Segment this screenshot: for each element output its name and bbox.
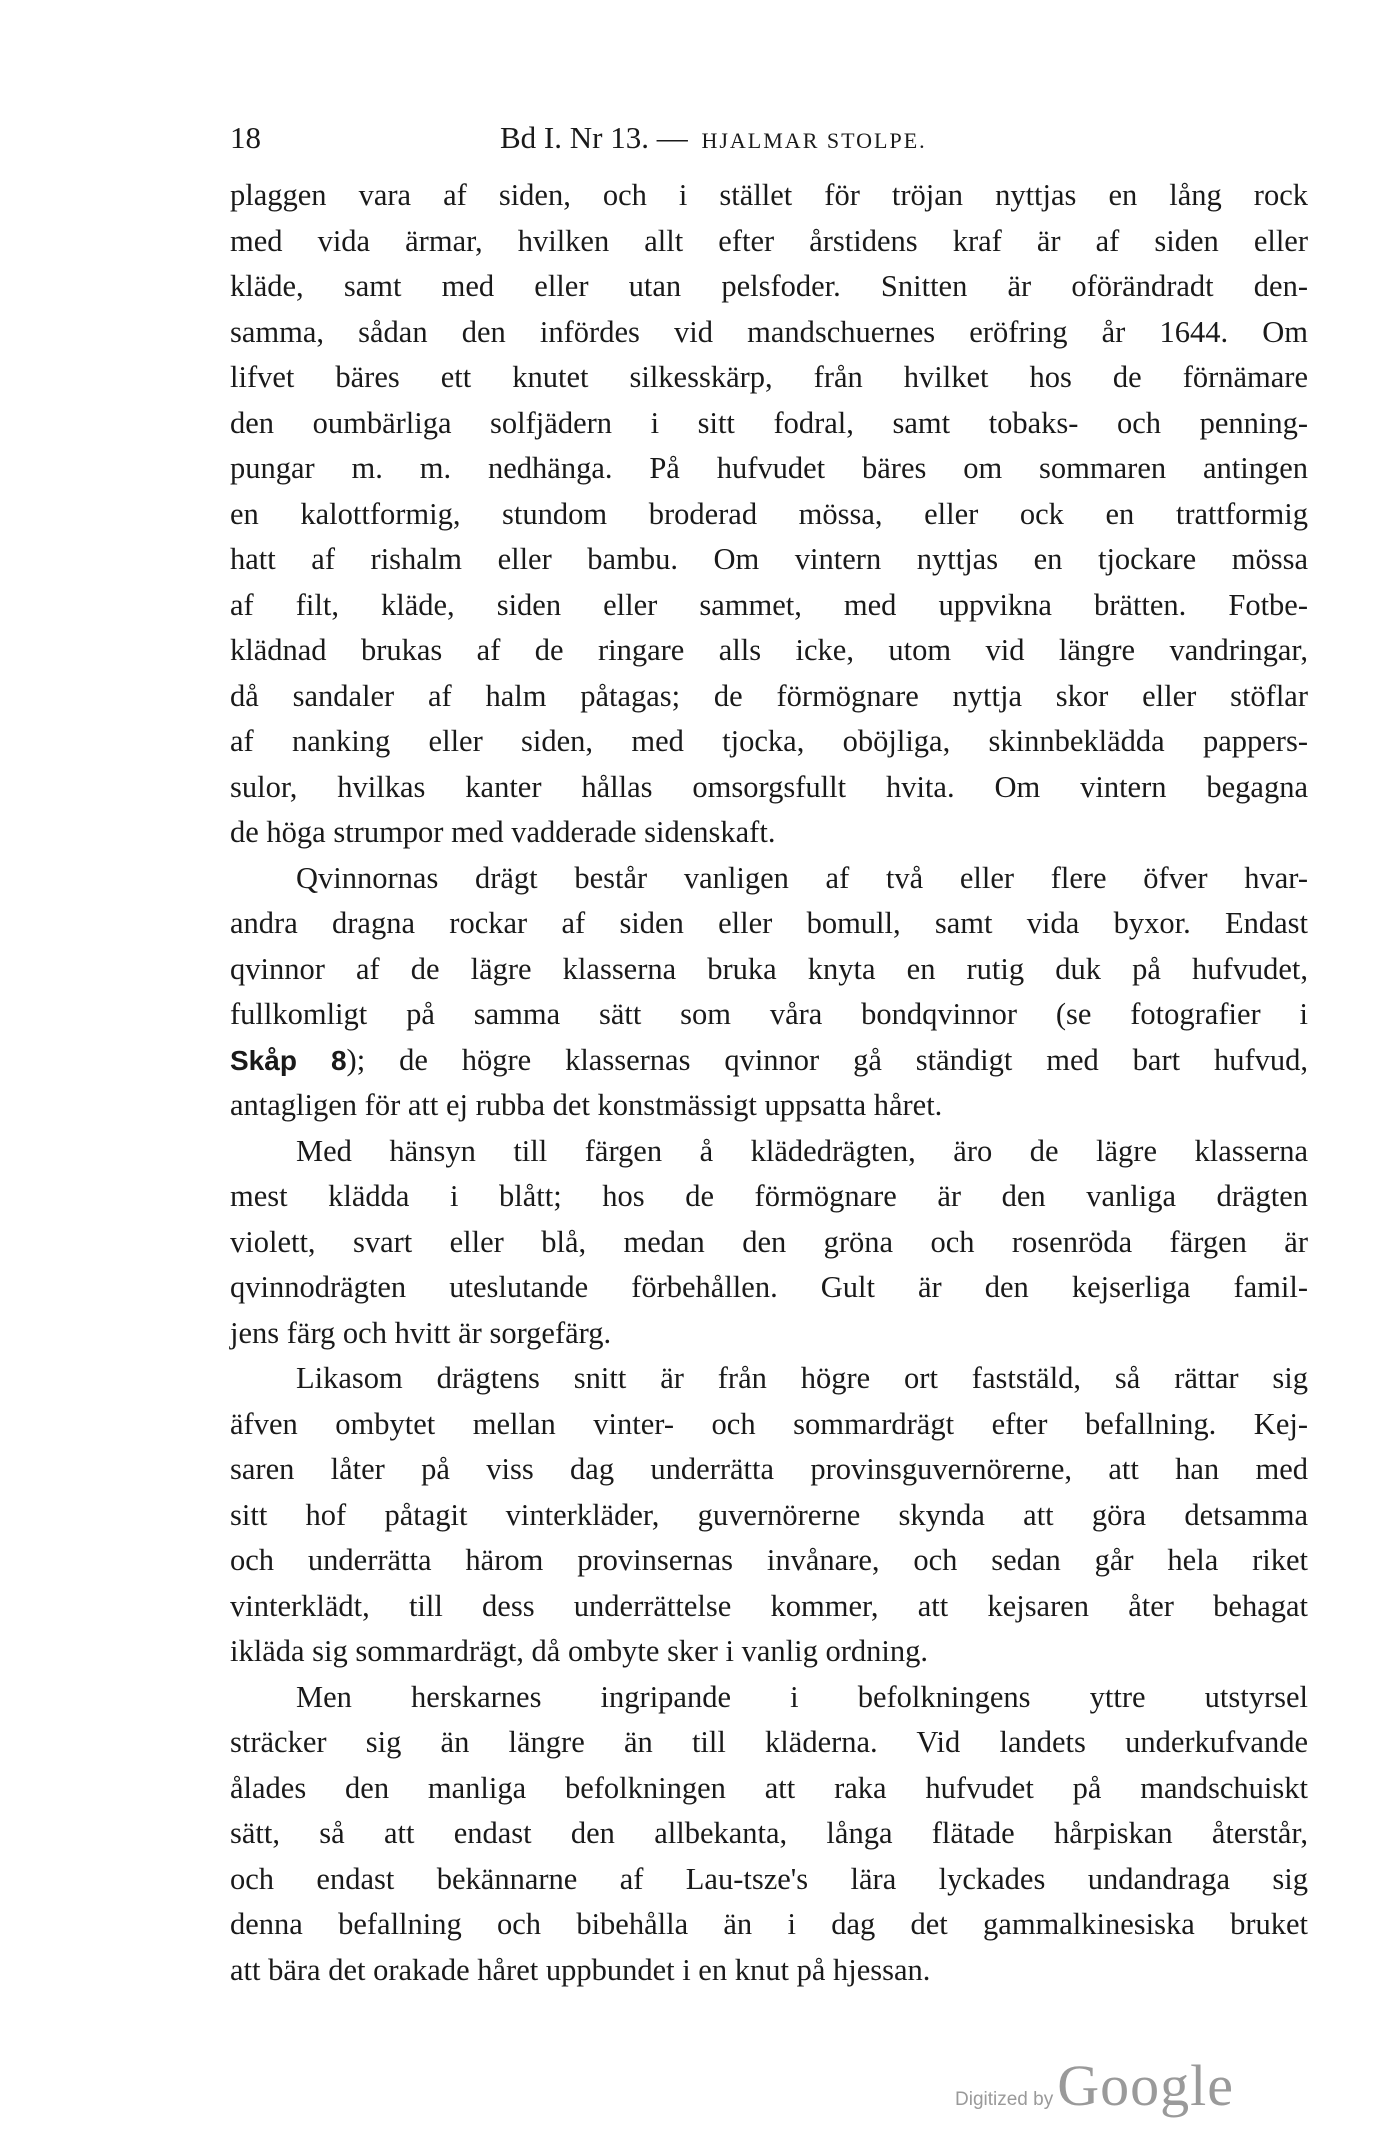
text-line: kläde, samt med eller utan pelsfoder. Snitten är oförändradt den- (230, 269, 1308, 303)
text-line: saren låter på viss dag underrätta provinsguvernörerne, att han med (230, 1452, 1308, 1486)
text-line: den oumbärliga solfjädern i sitt fodral, samt tobaks- och penning- (230, 405, 1308, 440)
text-line: denna befallning och bibehålla än i dag det gammalkinesiska bruket (230, 1907, 1308, 1941)
text-line: sätt, så att endast den allbekanta, långa flätade hårpiskan återstår, (230, 1816, 1308, 1850)
text-line: jens färg och hvitt är sorgefärg. (230, 1315, 612, 1350)
text-line: samma, sådan den infördes vid mandschuernes eröfring år 1644. Om (230, 314, 1308, 349)
text-line: sträcker sig än längre än till kläderna. Vid landets underkufvande (230, 1725, 1308, 1759)
text-run: ); de högre klassernas qvinnor gå ständigt med bart hufvud, (346, 1042, 1308, 1077)
google-logo: Google (1057, 2053, 1234, 2118)
text-line: äfven ombytet mellan vinter- och sommardrägt efter befallning. Kej- (230, 1406, 1308, 1441)
text-line: hatt af rishalm eller bambu. Om vintern nyttjas en tjockare mössa (230, 542, 1308, 576)
paragraph (230, 173, 1308, 856)
header-dash: — (656, 120, 688, 155)
text-line: klädnad brukas af de ringare alls icke, utom vid längre vandringar, (230, 633, 1308, 667)
text-line: antagligen för att ej rubba det konstmässigt uppsatta håret. (230, 1088, 943, 1122)
text-line: af nanking eller siden, med tjocka, oböjliga, skinnbeklädda pappers- (230, 724, 1308, 758)
text-line: de höga strumpor med vadderade sidenskaft. (230, 815, 776, 849)
text-line: då sandaler af halm påtagas; de förmögnare nyttja skor eller stöflar (230, 678, 1308, 713)
issue-label: Nr 13. (569, 120, 649, 155)
author-name: HJALMAR STOLPE. (701, 128, 927, 153)
text-line (230, 1038, 1308, 1084)
text-line: Likasom drägtens snitt är från högre ort faststäld, så rättar sig (296, 1361, 1308, 1395)
text-line: qvinnodrägten uteslutande förbehållen. Gult är den kejserliga famil- (230, 1270, 1308, 1304)
cabinet-reference: Skåp 8 (230, 1044, 347, 1076)
paragraph (230, 1129, 1308, 1357)
running-head (230, 118, 1308, 158)
paragraph (230, 1675, 1308, 1994)
digitized-watermark (955, 2052, 1234, 2119)
text-line: sulor, hvilkas kanter hållas omsorgsfullt hvita. Om vintern begagna (230, 769, 1308, 804)
page-number: 18 (230, 120, 261, 155)
text-line: af filt, kläde, siden eller sammet, med uppvikna brätten. Fotbe- (230, 587, 1308, 622)
text-line: qvinnor af de lägre klasserna bruka knyta en rutig duk på hufvudet, (230, 951, 1308, 986)
text-line: lifvet bäres ett knutet silkesskärp, från hvilket hos de förnämare (230, 360, 1308, 394)
text-line: Med hänsyn till färgen å klädedrägten, äro de lägre klasserna (296, 1133, 1308, 1168)
text-line: Qvinnornas drägt består vanligen af två eller flere öfver hvar- (296, 860, 1308, 895)
text-line: och endast bekännarne af Lau-tsze's lära lyckades undandraga sig (230, 1861, 1308, 1896)
text-line: andra dragna rockar af siden eller bomull, samt vida byxor. Endast (230, 906, 1308, 940)
running-head-title (500, 118, 927, 161)
paragraph (230, 1356, 1308, 1675)
volume-label: Bd I. (500, 120, 562, 155)
text-line: vinterklädt, till dess underrättelse kommer, att kejsaren åter behagat (230, 1588, 1308, 1623)
text-line: pungar m. m. nedhänga. På hufvudet bäres om sommaren antingen (230, 451, 1308, 485)
body-text (230, 173, 1308, 1993)
text-line: mest klädda i blått; hos de förmögnare är den vanliga drägten (230, 1179, 1308, 1213)
text-line: plaggen vara af siden, och i stället för tröjan nyttjas en lång rock (230, 178, 1308, 212)
text-line: att bära det orakade håret uppbundet i en knut på hjessan. (230, 1952, 931, 1987)
text-line: fullkomligt på samma sätt som våra bondqvinnor (se fotografier i (230, 997, 1308, 1031)
text-line: violett, svart eller blå, medan den gröna och rosenröda färgen är (230, 1224, 1308, 1259)
text-line: en kalottformig, stundom broderad mössa, eller ock en trattformig (230, 496, 1308, 531)
text-line: och underrätta härom provinsernas invånare, och sedan går hela riket (230, 1543, 1308, 1577)
text-line: ålades den manliga befolkningen att raka hufvudet på mandschuiskt (230, 1770, 1308, 1805)
text-line: ikläda sig sommardrägt, då ombyte sker i vanlig ordning. (230, 1634, 928, 1668)
text-line: sitt hof påtagit vinterkläder, guvernörerne skynda att göra detsamma (230, 1497, 1308, 1532)
watermark-prefix: Digitized by (955, 2089, 1054, 2110)
text-line: Men herskarnes ingripande i befolkningens yttre utstyrsel (296, 1679, 1308, 1714)
paragraph (230, 856, 1308, 1129)
text-line: med vida ärmar, hvilken allt efter årstidens kraf är af siden eller (230, 223, 1308, 258)
